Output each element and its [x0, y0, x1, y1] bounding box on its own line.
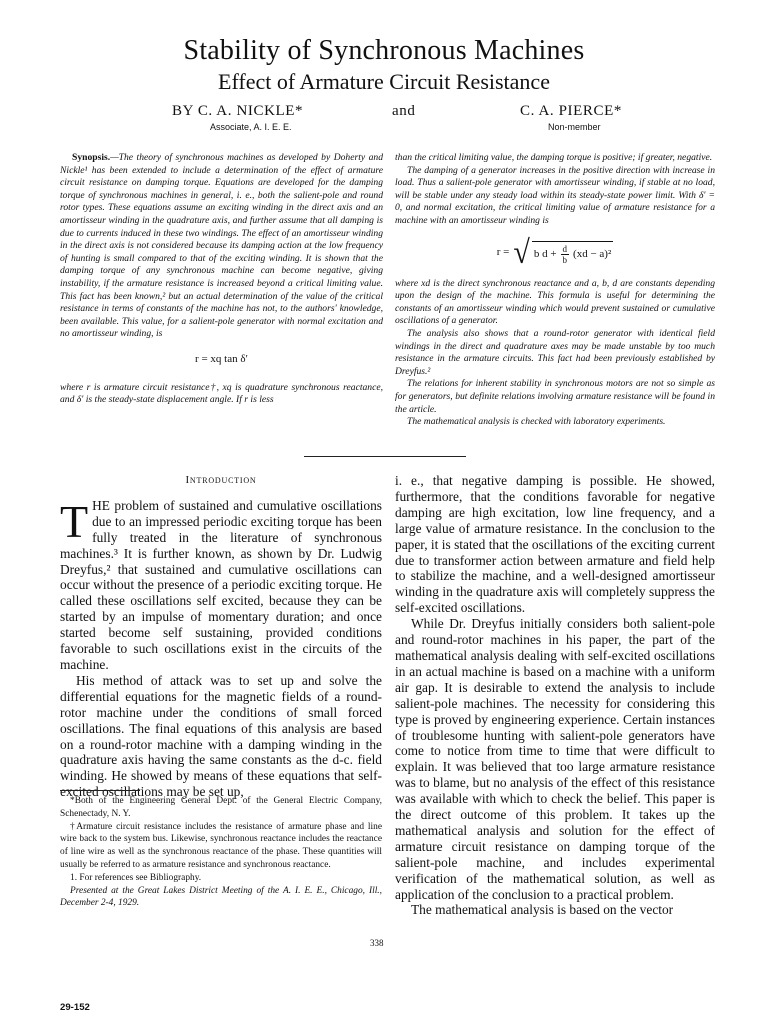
synopsis-paragraph: The relations for inherent stability in synchronous motors are not so simple as for generators, but definite relations involving armature resistance will be found in the article.: [395, 378, 715, 415]
synopsis-paragraph: where xd is the direct synchronous reactance and a, b, d are constants depending upon the design of the machine. This formula is useful for determining the constants of an amortisseur winding which would prevent sustained or cumulative oscillations of a generator.: [395, 277, 715, 327]
footnote-divider: [60, 790, 140, 791]
square-root-icon: √: [513, 233, 530, 271]
section-divider: [304, 456, 466, 457]
formula-denominator: b: [562, 254, 568, 265]
footnotes: [60, 790, 382, 910]
footnote: †Armature circuit resistance includes the resistance of armature phase and line wire back to the system bus. Likewise, synchronous reactance includes the reactance of line wire as well as the synchronous reactance of the phase. These quantities will usually be referred to as armature resistance and synchronous reactance.: [60, 821, 382, 870]
critical-resistance-formula: r = xq tan δ′: [195, 352, 248, 365]
body-text: HE problem of sustained and cumulative oscillations due to an impressed periodic exciting torque has been fully treated in the literature of synchronous machines.³ It is further known, as shown by Dr. Ludwig Dreyfus,² that sustained and cumulative oscillations can occur without the presence of a periodic exciting torque. He called these oscillations self excited, because they can be started by an impulse of momentary duration; and once started become self sustaining, provided conditions favorable to such oscillations exist in the circuits of the machine.: [60, 497, 382, 672]
affiliation-pierce: Non-member: [548, 122, 601, 132]
synopsis-left-column: [60, 152, 383, 407]
body-paragraph: The mathematical analysis is based on the vector: [411, 902, 674, 918]
formula-fraction: [561, 244, 570, 265]
page-number: 338: [370, 938, 384, 948]
formula-radicand: [532, 241, 613, 265]
author-pierce: C. A. PIERCE*: [520, 103, 622, 119]
body-paragraph: His method of attack was to set up and solve the differential equations for the magnetic fields of a round-rotor machine under the conditions of small forced oscillations. The final equations of this analysis are based on a round-rotor machine with a damping winding in the quadrature axis having the same constants as the d-c. field winding. He showed by means of these equations that self-excited oscillations may be set up,: [60, 672, 382, 800]
body-paragraph: While Dr. Dreyfus initially considers both salient-pole and round-rotor machines in his paper, the part of the mathematical analysis dealing with self-excited oscillations in an actual machine is based on a machine with a uniform air gap. It is desirable to extend the analysis to include salient-pole machines. The necessity for considering this type is proved by engineering experience. Certain instances of troublesome hunting with salient-pole generators have come to notice from time to time that were difficult to explain. It was believed that too large armature resistance was to blame, but no analysis of the effect of this resistance was available with which to check the belief. This paper is the direct outcome of this problem. It takes up the mathematical analysis and solution for the effect of armature circuit resistance on damping torque of the salient-pole machine, and includes experimental verification of the mathematical solution, as well as application of the conclusion to a practical problem.: [395, 616, 715, 902]
author-conjunction: and: [392, 103, 416, 119]
footnote-text: Presented at the Great Lakes District Meeting of the A. I. E. E., Chicago, Ill., December 2-4, 1929.: [60, 885, 382, 909]
synopsis-right-column: [395, 152, 715, 429]
amortisseur-resistance-formula: [395, 233, 715, 271]
paper-title: Stability of Synchronous Machines: [183, 35, 585, 66]
formula-term: b d +: [533, 247, 557, 260]
formula-lhs: r =: [496, 246, 510, 259]
synopsis-label: Synopsis.: [72, 152, 111, 163]
affiliation-nickle: Associate, A. I. E. E.: [210, 122, 292, 132]
body-right-column: [395, 473, 715, 918]
body-paragraph: i. e., that negative damping is possible. He showed, furthermore, that the conditions favorable for negative damping are high excitation, low line frequency, and a large value of armature resistance. In the conclusion to the paper, it is stated that the oscillations of the exciting current due to transformer action between armature and field help to stabilize the machine, and a well-designed amortisseur winding in the quadrature axis will completely suppress the self-excited oscillations.: [395, 473, 715, 616]
formula-numerator: d: [562, 243, 568, 254]
formula-term: (xd − a)²: [573, 247, 612, 260]
drop-cap: T: [60, 495, 89, 547]
footnote: [60, 885, 382, 911]
synopsis-text: —The theory of synchronous machines as developed by Doherty and Nickle¹ has been extended to include a determination of the effect of armature circuit resistance on damping torque. Equations are developed for the damping torque of synchronous machines in general, i. e., both the salient-pole and round rotor types. These equations assume an exciting winding in the direct axis and an amortisseur winding in the quadrature axis, and further assume that all damping is due to currents induced in these two windings. The effect of an amortisseur winding in the direct axis is not considered because its damping action at the low frequency of hunting is small compared to that of the exciting winding. It is shown that the damping torque of any synchronous machine can become negative, giving instability, if the armature resistance is increased beyond a critical limiting value. This fact has been known,² but an actual determination of the value of the critical resistance in terms of constants of the machine has not, to the authors' knowledge, been available. This value, for a salient-pole generator with normal excitation and no amortisseur winding, is: [60, 152, 383, 340]
body-left-column: [60, 473, 382, 800]
synopsis-paragraph: The analysis also shows that a round-rotor generator with identical field windings in the direct and quadrature axes may be made unstable by too much resistance in the armature circuits. This fact had been previously established by Dreyfus.²: [395, 327, 715, 377]
footnote: *Both of the Engineering General Dept. of the General Electric Company, Schenectady, N. Y.: [60, 796, 382, 819]
synopsis-paragraph: than the critical limiting value, the damping torque is positive; if greater, negative.: [395, 152, 713, 163]
page-code: 29-152: [60, 1002, 90, 1013]
body-paragraph: [60, 495, 382, 673]
synopsis-paragraph: [60, 152, 383, 341]
synopsis-paragraph: The mathematical analysis is checked with laboratory experiments.: [407, 416, 666, 428]
synopsis-paragraph: The damping of a generator increases in the positive direction with increase in load. Thus a salient-pole generator with amortisseur winding, if stable at no load, will be stable under any steady load within its steady-state power limit. With δ′ = 0, and normal excitation, the critical limiting value of armature resistance for a machine with an amortisseur winding is: [395, 164, 715, 226]
paper-subtitle: Effect of Armature Circuit Resistance: [218, 69, 550, 94]
synopsis-paragraph: where r is armature circuit resistance†, xq is quadrature synchronous reactance, and δ′ is the steady-state displacement angle. If r is less: [60, 381, 383, 406]
introduction-heading: Introduction: [185, 474, 257, 486]
author-nickle: BY C. A. NICKLE*: [172, 103, 304, 119]
footnote: 1. For references see Bibliography.: [70, 872, 202, 883]
